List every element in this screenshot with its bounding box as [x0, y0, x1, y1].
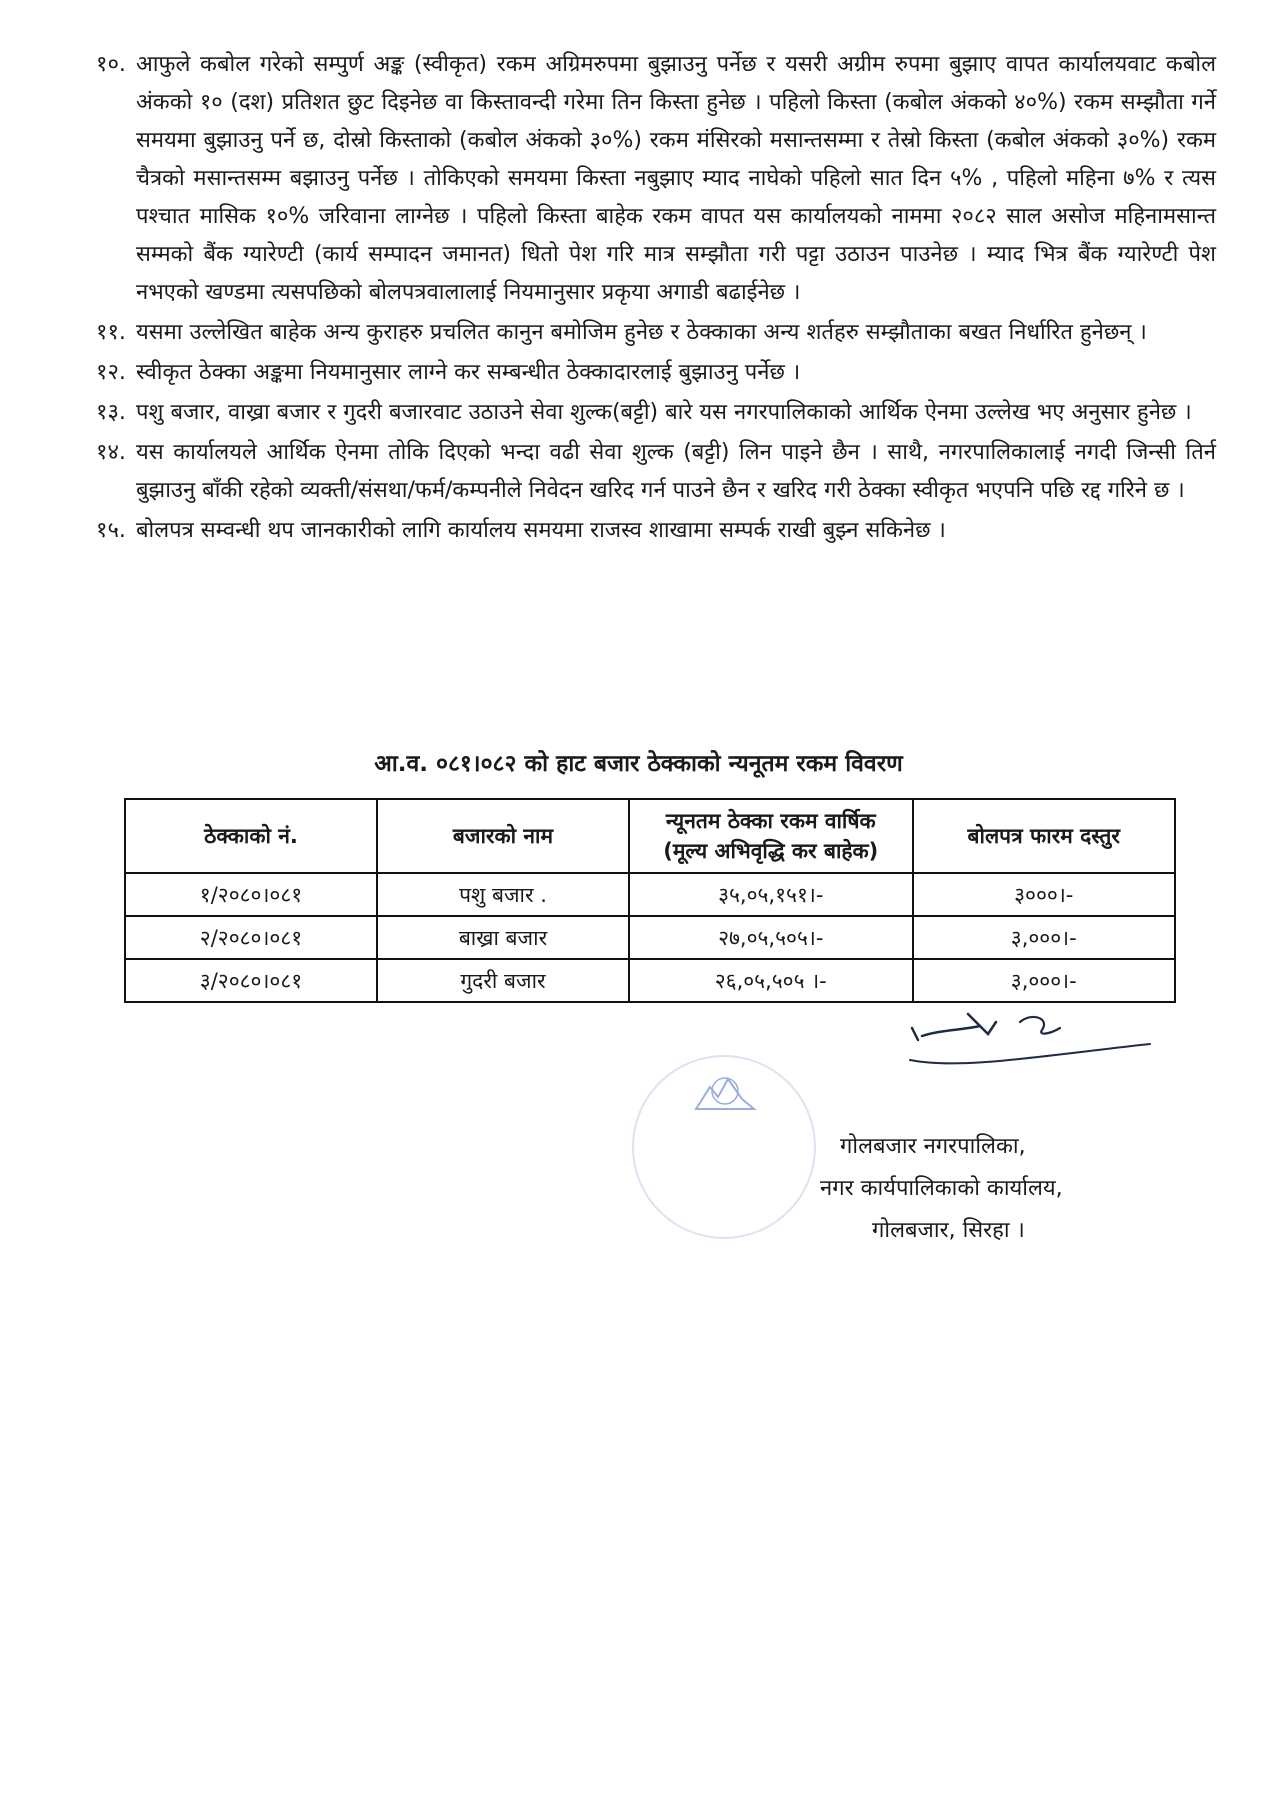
table-title: आ.व. ०८१।०८२ को हाट बजार ठेक्काको न्यनूतम रकम विवरण [374, 751, 903, 777]
clause-12 [96, 354, 1216, 392]
clause-number: ११. [96, 320, 126, 345]
table-row [125, 873, 1175, 916]
issuer-address: गोलबजार, सिरहा । [872, 1218, 1025, 1243]
cell-contract-number: २/२०८०।०८१ [125, 916, 377, 959]
clause-number: १४. [96, 440, 126, 465]
issuer-municipality: गोलबजार नगरपालिका, [840, 1134, 1026, 1159]
cell-form-fee: ३,०००।- [913, 959, 1176, 1002]
clause-13 [96, 394, 1216, 432]
cell-market-name: बाख्रा बजार [377, 916, 629, 959]
header-minimum-amount-line1: न्यूनतम ठेक्का रकम वार्षिक [665, 809, 876, 833]
table-header-row [125, 799, 1175, 873]
cell-contract-number: ३/२०८०।०८१ [125, 959, 377, 1002]
cell-contract-number: १/२०८०।०८१ [125, 873, 377, 916]
clause-text: पशु बजार, वाख्रा बजार र गुदरी बजारवाट उठाउने सेवा शुल्क(बट्टी) बारे यस नगरपालिकाको आर्थिक ऐनमा उल्लेख भए अनुसार हुनेछ । [136, 400, 1192, 425]
issuer-block [800, 1126, 1200, 1252]
clause-11 [96, 314, 1216, 352]
clause-10 [96, 46, 1216, 312]
handwritten-signature [900, 1000, 1200, 1120]
cell-minimum-amount: २६,०५,५०५ ।- [629, 959, 913, 1002]
header-minimum-amount-line2: (मूल्य अभिवृद्धि कर बाहेक) [663, 839, 879, 863]
clause-number: १३. [96, 400, 126, 425]
cell-form-fee: ३,०००।- [913, 916, 1176, 959]
clause-number: १२. [96, 360, 126, 385]
cell-market-name: पशु बजार . [377, 873, 629, 916]
cell-market-name: गुदरी बजार [377, 959, 629, 1002]
header-form-fee: बोलपत्र फारम दस्तुर [913, 799, 1176, 873]
clause-15 [96, 512, 1216, 550]
clause-text: स्वीकृत ठेक्का अङ्कमा नियमानुसार लाग्ने कर सम्बन्धीत ठेक्कादारलाई बुझाउनु पर्नेछ । [136, 360, 801, 385]
cell-form-fee: ३०००।- [913, 873, 1176, 916]
clause-text: आफुले कबोल गरेको सम्पुर्ण अङ्क (स्वीकृत) रकम अग्रिमरुपमा बुझाउनु पर्नेछ र यसरी अग्रीम रुपमा बुझाए वापत कार्यालयवाट कबोल अंकको १० (दश) प्रतिशत छुट दिइनेछ वा किस्तावन्दी गरेमा तिन किस्ता हुनेछ । पहिलो किस्ता (कबोल अंकको ४०%) रकम सम्झौता गर्ने समयमा बुझाउनु पर्ने छ, दोस्रो किस्ताको (कबोल अंकको ३०%) रकम मंसिरको मसान्तसम्मा र तेस्रो किस्ता (कबोल अंकको ३०%) रकम चैत्रको मसान्तसम्म बझाउनु पर्नेछ । तोकिएको समयमा किस्ता नबुझाए म्याद नाघेको पहिलो सात दिन ५% , पहिलो महिना ७% र त्यस पश्चात मासिक १०% जरिवाना लाग्नेछ । पहिलो किस्ता बाहेक रकम वापत यस कार्यालयको नाममा २०८२ साल असोज महिनामसान्त सम्मको बैंक ग्यारेण्टी (कार्य सम्पादन जमानत) धितो पेश गरि मात्र सम्झौता गरी पट्टा उठाउन पाउनेछ । म्याद भित्र बैंक ग्यारेण्टी पेश नभएको खण्डमा त्यसपछिको बोलपत्रवालालाई नियमानुसार प्रकृया अगाडी बढाईनेछ । [136, 52, 1216, 305]
office-stamp [632, 1055, 816, 1239]
clause-text: यसमा उल्लेखित बाहेक अन्य कुराहरु प्रचलित कानुन बमोजिम हुनेछ र ठेक्काका अन्य शर्तहरु सम्झौताका बखत निर्धारित हुनेछन् । [136, 320, 1147, 345]
table-row [125, 959, 1175, 1002]
header-contract-number: ठेक्काको नं. [125, 799, 377, 873]
clause-text: बोलपत्र सम्वन्धी थप जानकारीको लागि कार्यालय समयमा राजस्व शाखामा सम्पर्क राखी बुझ्न सकिनेछ । [136, 518, 946, 543]
cell-minimum-amount: ३५,०५,१५१।- [629, 873, 913, 916]
header-minimum-amount [629, 799, 913, 873]
table-row [125, 916, 1175, 959]
clause-list [96, 46, 1216, 552]
cell-minimum-amount: २७,०५,५०५।- [629, 916, 913, 959]
issuer-office: नगर कार्यपालिकाको कार्यालय, [820, 1176, 1063, 1201]
clause-number: १५. [96, 518, 126, 543]
market-contract-table [124, 798, 1176, 1003]
clause-number: १०. [96, 52, 126, 77]
header-market-name: बजारको नाम [377, 799, 629, 873]
clause-text: यस कार्यालयले आर्थिक ऐनमा तोकि दिएको भन्दा वढी सेवा शुल्क (बट्टी) लिन पाइने छैन । साथै, नगरपालिकालाई नगदी जिन्सी तिर्न बुझाउनु बाँकी रहेको व्यक्ती/संसथा/फर्म/कम्पनीले निवेदन खरिद गर्न पाउने छैन र खरिद गरी ठेक्का स्वीकृत भएपनि पछि रद्द गरिने छ । [136, 440, 1216, 503]
emblem-icon [690, 1069, 760, 1119]
clause-14 [96, 434, 1216, 510]
